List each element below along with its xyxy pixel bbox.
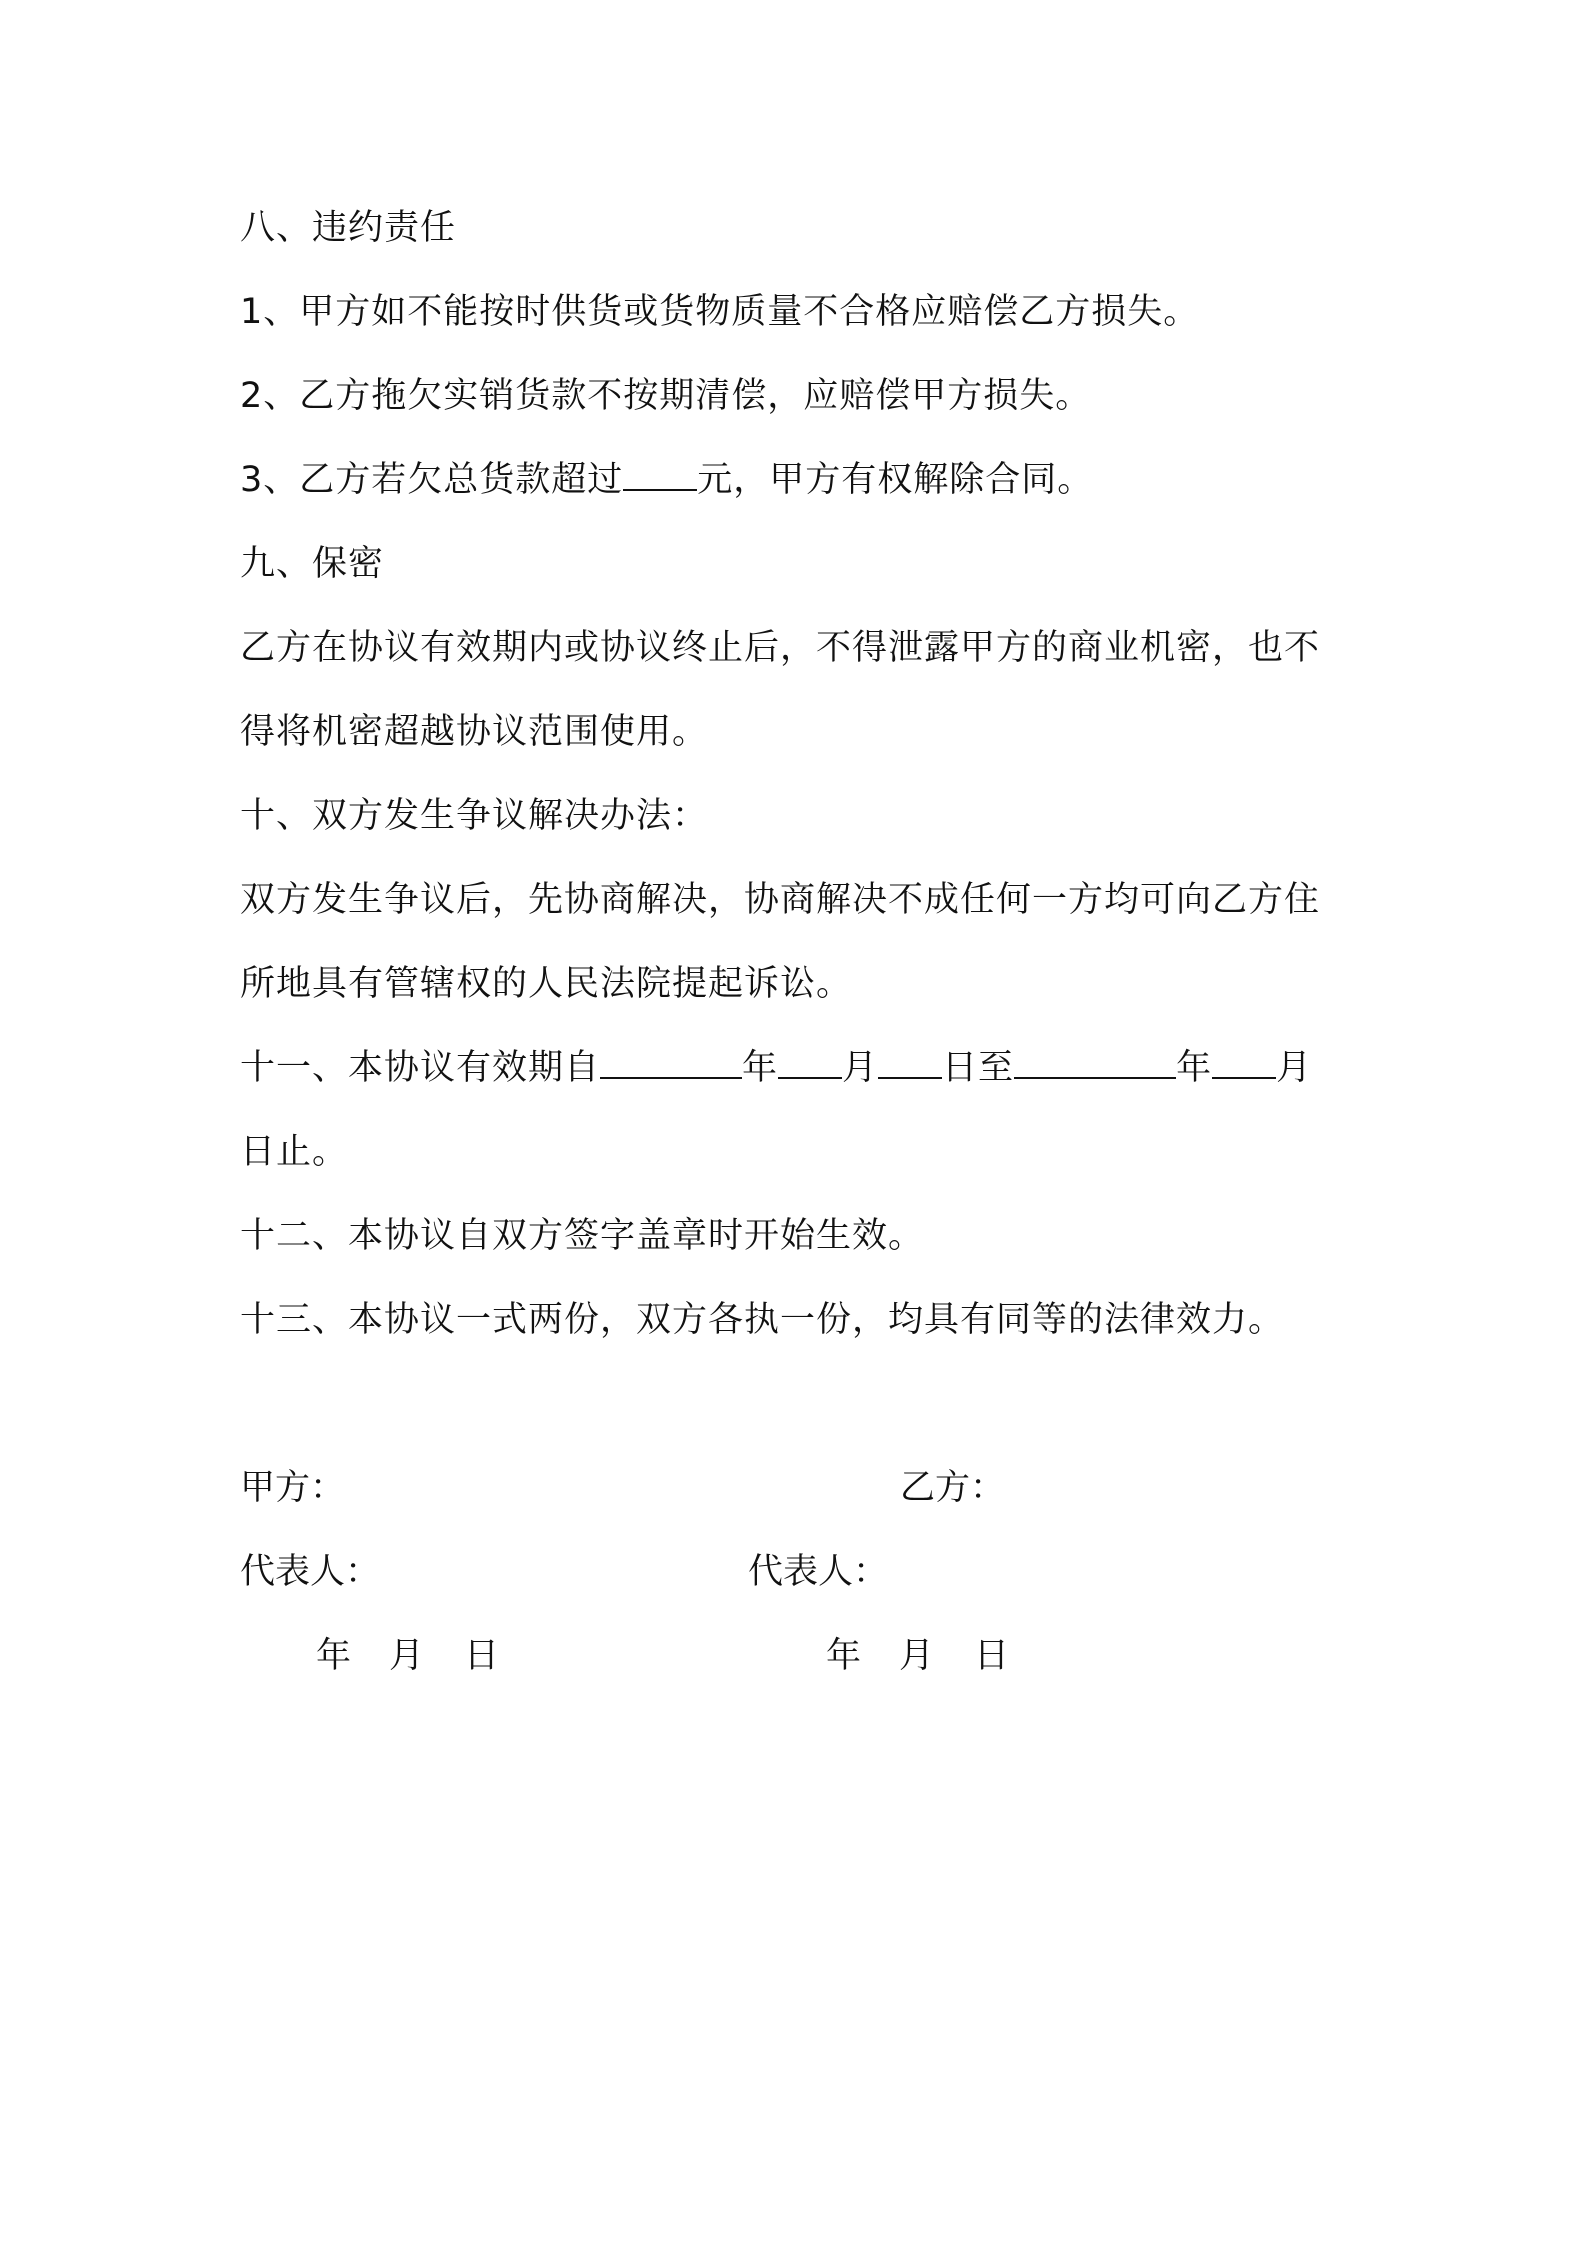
section-9-body-line-1: 乙方在协议有效期内或协议终止后，不得泄露甲方的商业机密，也不 xyxy=(240,628,1321,668)
section-10-heading: 十、双方发生争议解决办法： xyxy=(240,796,709,836)
start-day-blank[interactable] xyxy=(878,1047,942,1079)
party-a-date xyxy=(316,1634,499,1678)
section-8-item-3-suffix: 元，甲方有权解除合同。 xyxy=(697,460,1094,500)
start-year-label: 年 xyxy=(742,1048,779,1088)
section-11-line-2: 日止。 xyxy=(240,1132,349,1172)
party-b-date-day: 日 xyxy=(974,1636,1010,1676)
end-year-label: 年 xyxy=(1176,1048,1213,1088)
party-a-date-day: 日 xyxy=(464,1636,500,1676)
section-11-line-1 xyxy=(240,1046,1312,1090)
section-8-item-3 xyxy=(240,458,1093,502)
section-8-item-3-prefix: 3、乙方若欠总货款超过 xyxy=(240,460,624,500)
section-9-heading: 九、保密 xyxy=(240,544,385,584)
end-month-label: 月 xyxy=(1276,1048,1313,1088)
start-day-label: 日至 xyxy=(942,1048,1015,1088)
section-12: 十二、本协议自双方签字盖章时开始生效。 xyxy=(240,1216,925,1256)
section-10-body-line-2: 所地具有管辖权的人民法院提起诉讼。 xyxy=(240,964,853,1004)
section-9-body-line-2: 得将机密超越协议范围使用。 xyxy=(240,712,709,752)
party-b-label: 乙方： xyxy=(900,1468,1006,1508)
party-a-date-month: 月 xyxy=(389,1636,425,1676)
section-8-item-1: 1、甲方如不能按时供货或货物质量不合格应赔偿乙方损失。 xyxy=(240,292,1200,332)
party-b-date-year: 年 xyxy=(826,1636,862,1676)
start-month-blank[interactable] xyxy=(778,1047,842,1079)
party-a-date-year: 年 xyxy=(316,1636,352,1676)
section-13: 十三、本协议一式两份，双方各执一份，均具有同等的法律效力。 xyxy=(240,1300,1285,1340)
end-year-blank[interactable] xyxy=(1014,1047,1176,1079)
party-b-date xyxy=(826,1634,1009,1678)
end-month-blank[interactable] xyxy=(1212,1047,1276,1079)
section-10-body-line-1: 双方发生争议后，先协商解决，协商解决不成任何一方均可向乙方住 xyxy=(240,880,1321,920)
rep-b-label: 代表人： xyxy=(748,1552,889,1592)
rep-a-label: 代表人： xyxy=(240,1552,381,1592)
start-year-blank[interactable] xyxy=(600,1047,742,1079)
party-a-label: 甲方： xyxy=(240,1468,346,1508)
section-8-item-2: 2、乙方拖欠实销货款不按期清偿，应赔偿甲方损失。 xyxy=(240,376,1092,416)
section-8-heading: 八、违约责任 xyxy=(240,208,457,248)
section-11-prefix: 十一、本协议有效期自 xyxy=(240,1048,601,1088)
amount-blank[interactable] xyxy=(623,459,697,491)
start-month-label: 月 xyxy=(842,1048,879,1088)
party-b-date-month: 月 xyxy=(899,1636,935,1676)
